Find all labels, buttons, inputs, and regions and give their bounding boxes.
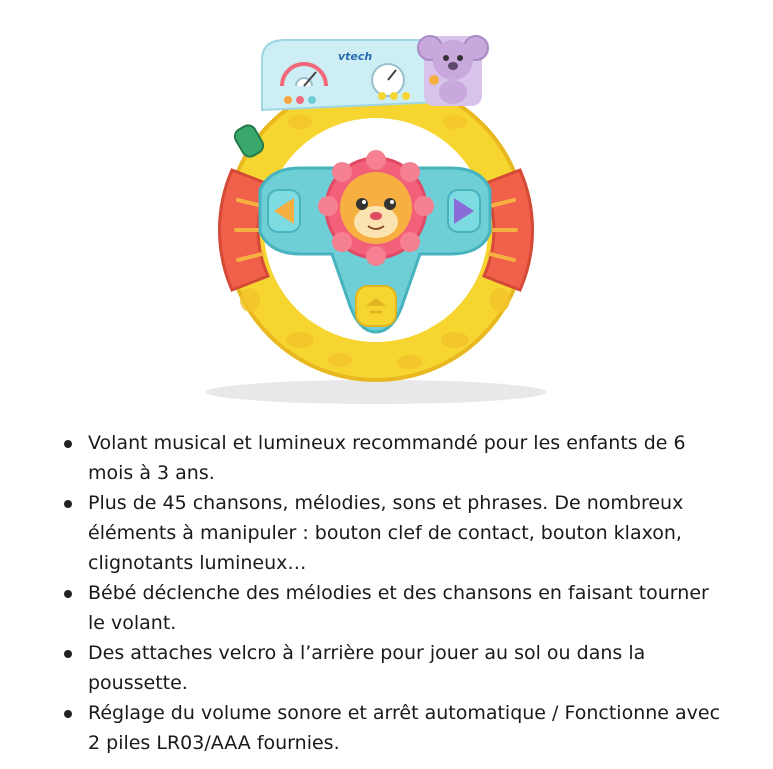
feature-line: poussette. — [88, 672, 188, 694]
list-item — [62, 638, 742, 698]
feature-line: le volant. — [88, 612, 177, 634]
feature-line: Volant musical et lumineux recommandé pour les enfants de 6 — [88, 432, 686, 454]
list-item — [62, 578, 742, 638]
feature-line: éléments à manipuler : bouton clef de contact, bouton klaxon, — [88, 522, 682, 544]
feature-line: mois à 3 ans. — [88, 462, 215, 484]
list-item — [62, 488, 742, 578]
bullet-icon — [64, 500, 72, 508]
feature-line: Plus de 45 chansons, mélodies, sons et phrases. De nombreux — [88, 492, 684, 514]
horn-button-icon — [356, 286, 396, 326]
feature-line: Des attaches velcro à l’arrière pour jouer au sol ou dans la — [88, 642, 646, 664]
bullet-icon — [64, 650, 72, 658]
list-item — [62, 428, 742, 488]
arrow-left-icon — [268, 190, 300, 232]
vtech-logo: vtech — [338, 50, 373, 63]
list-item — [62, 698, 742, 758]
feature-line: Bébé déclenche des mélodies et des chansons en faisant tourner — [88, 582, 709, 604]
feature-line: 2 piles LR03/AAA fournies. — [88, 732, 340, 754]
arrow-right-icon — [448, 190, 480, 232]
feature-line: Réglage du volume sonore et arrêt automatique / Fonctionne avec — [88, 702, 721, 724]
bullet-icon — [64, 710, 72, 718]
feature-line: clignotants lumineux… — [88, 552, 307, 574]
dashboard — [262, 40, 440, 110]
bullet-icon — [64, 440, 72, 448]
feature-list — [62, 428, 742, 758]
koala-icon — [418, 36, 488, 106]
lion-face-icon — [318, 150, 434, 266]
shadow — [206, 380, 546, 404]
bullet-icon — [64, 590, 72, 598]
